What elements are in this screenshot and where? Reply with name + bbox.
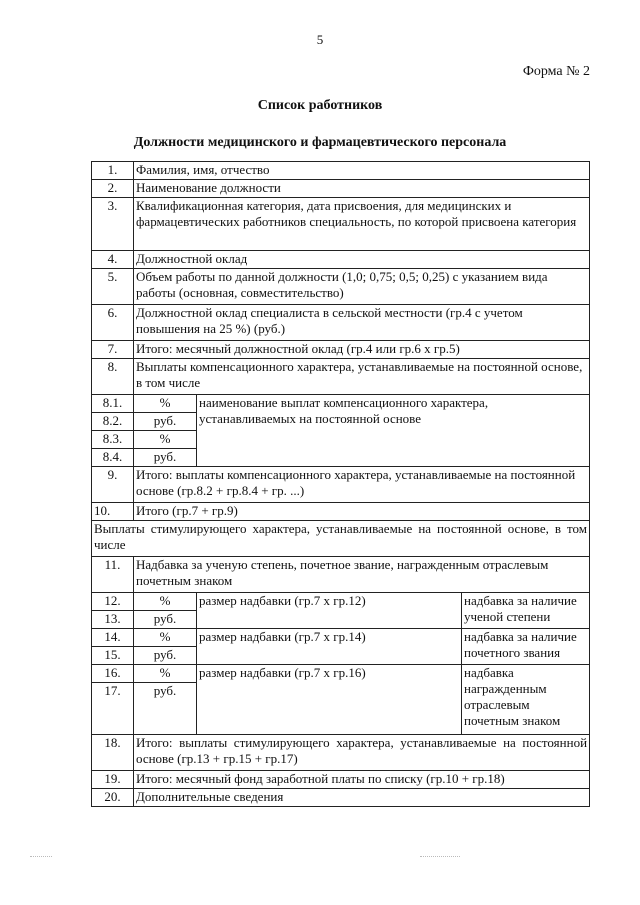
compensation-description: наименование выплат компенсационного характера, устанавливаемых на постоянной основе bbox=[197, 395, 590, 467]
allowance-note: надбавка награжденным отраслевым почетным знаком bbox=[462, 665, 590, 735]
table-row bbox=[92, 395, 590, 413]
row-number: 8.4. bbox=[92, 449, 134, 467]
row-number: 8.2. bbox=[92, 413, 134, 431]
row-text: Должностной оклад специалиста в сельской местности (гр.4 с учетом повышения на 25 %) (руб.) bbox=[134, 305, 590, 341]
row-unit: % bbox=[134, 395, 197, 413]
row-unit: руб. bbox=[134, 449, 197, 467]
row-number: 16. bbox=[92, 665, 134, 683]
table-row bbox=[92, 735, 590, 771]
row-number: 20. bbox=[92, 789, 134, 807]
row-number: 14. bbox=[92, 629, 134, 647]
allowance-size: размер надбавки (гр.7 х гр.12) bbox=[197, 593, 462, 629]
row-number: 6. bbox=[92, 305, 134, 341]
row-text: Квалификационная категория, дата присвоения, для медицинских и фармацевтических работников специальность, по которой присвоена категория bbox=[134, 198, 590, 251]
row-number: 10. bbox=[92, 503, 134, 521]
row-text: Выплаты компенсационного характера, устанавливаемые на постоянной основе, в том числе bbox=[134, 359, 590, 395]
table-row bbox=[92, 251, 590, 269]
table-row bbox=[92, 629, 590, 647]
row-number: 2. bbox=[92, 180, 134, 198]
row-number: 4. bbox=[92, 251, 134, 269]
allowance-note: надбавка за наличие почетного звания bbox=[462, 629, 590, 665]
row-number: 12. bbox=[92, 593, 134, 611]
row-text: Фамилия, имя, отчество bbox=[134, 162, 590, 180]
employee-form-table bbox=[91, 161, 590, 807]
table-row bbox=[92, 665, 590, 683]
row-text: Итого: выплаты стимулирующего характера, устанавливаемые на постоянной основе (гр.13 + гр.15 + гр.17) bbox=[134, 735, 590, 771]
scan-artifact bbox=[30, 856, 52, 858]
row-text: Объем работы по данной должности (1,0; 0,75; 0,5; 0,25) с указанием вида работы (основная, совместительство) bbox=[134, 269, 590, 305]
table-row bbox=[92, 789, 590, 807]
table-row bbox=[92, 305, 590, 341]
row-number: 19. bbox=[92, 771, 134, 789]
page-number: 5 bbox=[316, 32, 324, 47]
table-row bbox=[92, 341, 590, 359]
row-number: 5. bbox=[92, 269, 134, 305]
table-row bbox=[92, 269, 590, 305]
row-unit: руб. bbox=[134, 647, 197, 665]
form-label: Форма № 2 bbox=[522, 64, 590, 79]
row-number: 7. bbox=[92, 341, 134, 359]
row-text: Дополнительные сведения bbox=[134, 789, 590, 807]
table-row bbox=[92, 521, 590, 557]
allowance-size: размер надбавки (гр.7 х гр.16) bbox=[197, 665, 462, 735]
row-number: 8. bbox=[92, 359, 134, 395]
row-unit: % bbox=[134, 665, 197, 683]
table-row bbox=[92, 180, 590, 198]
row-text: Итого (гр.7 + гр.9) bbox=[134, 503, 590, 521]
row-number: 15. bbox=[92, 647, 134, 665]
row-number: 1. bbox=[92, 162, 134, 180]
row-number: 18. bbox=[92, 735, 134, 771]
table-row bbox=[92, 771, 590, 789]
row-unit: руб. bbox=[134, 611, 197, 629]
allowance-note: надбавка за наличие ученой степени bbox=[462, 593, 590, 629]
table-row bbox=[92, 359, 590, 395]
row-text: Наименование должности bbox=[134, 180, 590, 198]
row-unit: руб. bbox=[134, 413, 197, 431]
table-row bbox=[92, 557, 590, 593]
row-number: 3. bbox=[92, 198, 134, 251]
stimulating-payments-header: Выплаты стимулирующего характера, устанавливаемые на постоянной основе, в том числе bbox=[92, 521, 590, 557]
row-text: Итого: месячный фонд заработной платы по списку (гр.10 + гр.18) bbox=[134, 771, 590, 789]
row-unit: % bbox=[134, 629, 197, 647]
document-subtitle: Должности медицинского и фармацевтического персонала bbox=[133, 135, 507, 150]
row-text: Итого: выплаты компенсационного характера, устанавливаемые на постоянной основе (гр.8.2 + гр.8.4 + гр. ...) bbox=[134, 467, 590, 503]
scan-artifact bbox=[420, 856, 460, 858]
table-row bbox=[92, 467, 590, 503]
document-title: Список работников bbox=[257, 98, 383, 113]
row-unit: руб. bbox=[134, 683, 197, 735]
row-text: Надбавка за ученую степень, почетное звание, награжденным отраслевым почетным знаком bbox=[134, 557, 590, 593]
row-unit: % bbox=[134, 431, 197, 449]
row-number: 13. bbox=[92, 611, 134, 629]
row-number: 17. bbox=[92, 683, 134, 735]
table-row bbox=[92, 503, 590, 521]
allowance-size: размер надбавки (гр.7 х гр.14) bbox=[197, 629, 462, 665]
table-row bbox=[92, 162, 590, 180]
row-text: Должностной оклад bbox=[134, 251, 590, 269]
row-number: 9. bbox=[92, 467, 134, 503]
table-row bbox=[92, 198, 590, 251]
row-number: 11. bbox=[92, 557, 134, 593]
row-number: 8.1. bbox=[92, 395, 134, 413]
row-number: 8.3. bbox=[92, 431, 134, 449]
row-unit: % bbox=[134, 593, 197, 611]
row-text: Итого: месячный должностной оклад (гр.4 или гр.6 х гр.5) bbox=[134, 341, 590, 359]
table-row bbox=[92, 593, 590, 611]
